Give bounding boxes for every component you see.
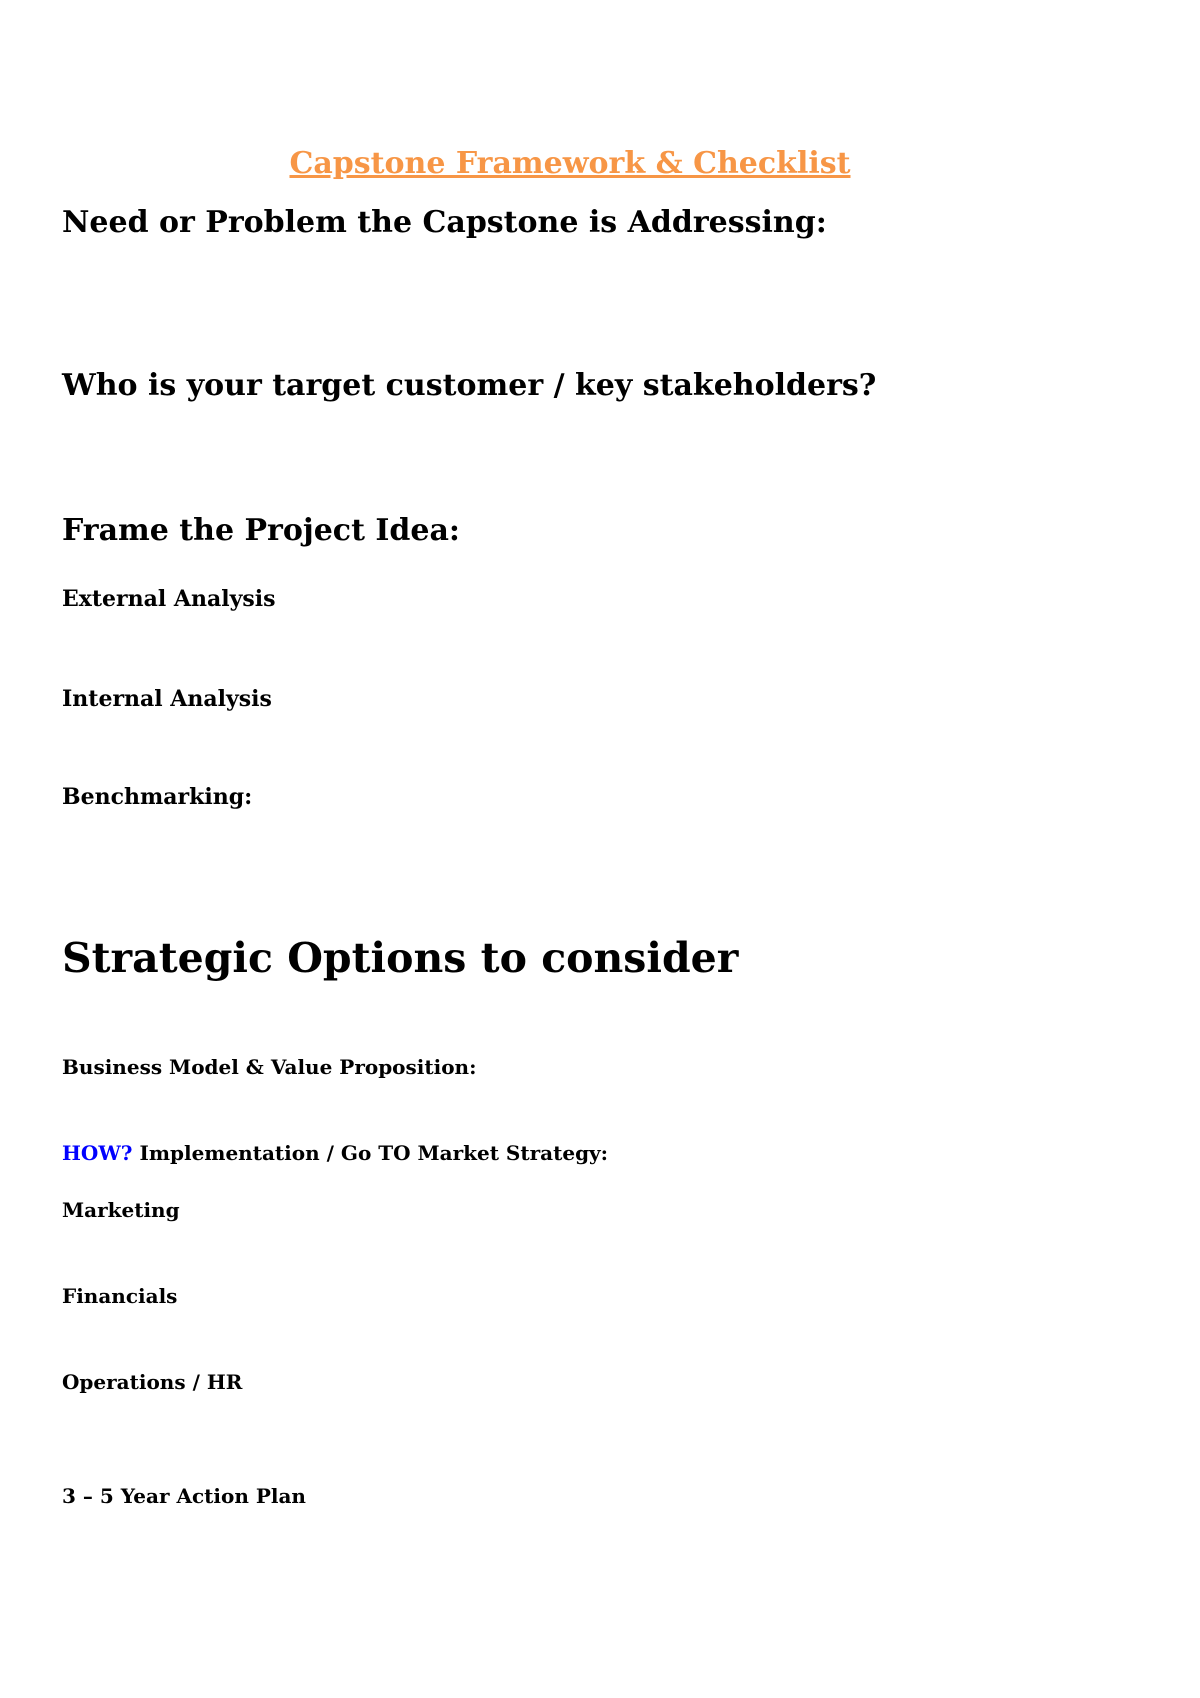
heading-strategic-options: Strategic Options to consider — [62, 934, 739, 982]
heading-frame-project: Frame the Project Idea: — [62, 513, 460, 548]
label-financials: Financials — [62, 1284, 178, 1308]
heading-target-customer: Who is your target customer / key stakeholders? — [62, 368, 877, 403]
label-business-model: Business Model & Value Proposition: — [62, 1055, 477, 1079]
document-title: Capstone Framework & Checklist — [289, 146, 851, 181]
label-operations-hr: Operations / HR — [62, 1370, 243, 1394]
how-accent-label: HOW? — [62, 1141, 133, 1165]
label-marketing: Marketing — [62, 1198, 180, 1222]
label-implementation — [62, 1141, 608, 1165]
label-benchmarking: Benchmarking: — [62, 784, 253, 810]
heading-need-problem: Need or Problem the Capstone is Addressing: — [62, 205, 827, 240]
implementation-label: Implementation / Go TO Market Strategy: — [132, 1141, 609, 1165]
label-action-plan: 3 – 5 Year Action Plan — [62, 1484, 306, 1508]
label-external-analysis: External Analysis — [62, 586, 276, 612]
label-internal-analysis: Internal Analysis — [62, 686, 272, 712]
